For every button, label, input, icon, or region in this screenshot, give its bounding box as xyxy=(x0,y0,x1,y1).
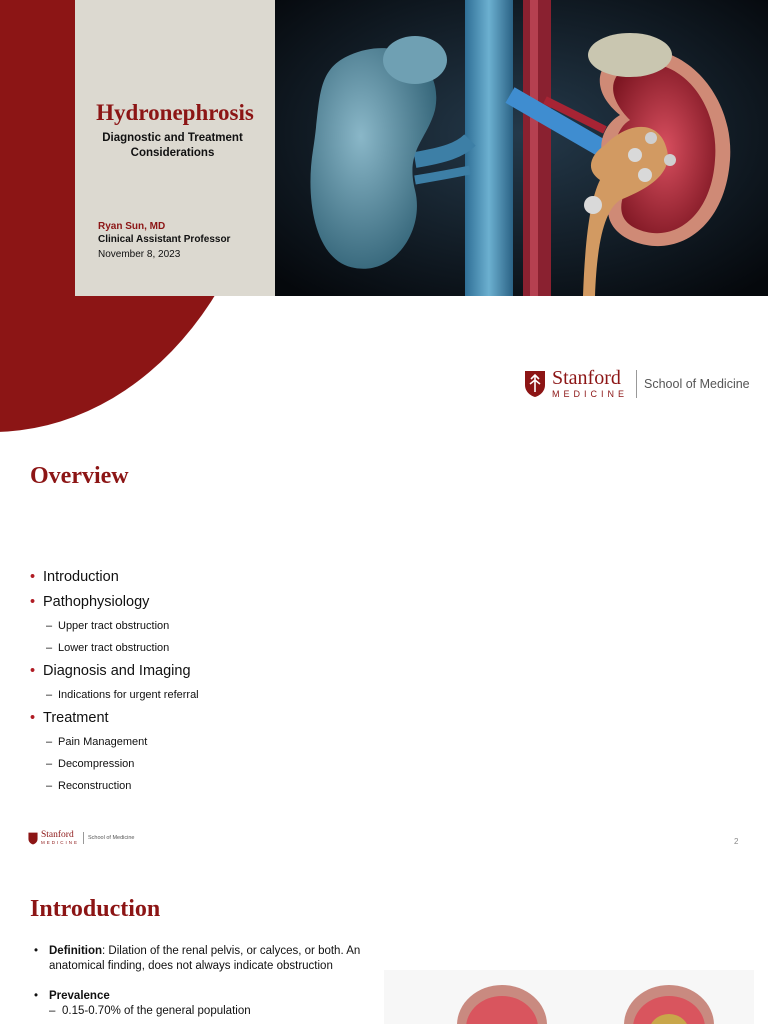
overview-item: • Pathophysiology xyxy=(30,590,199,615)
logo-brand: Stanford xyxy=(41,830,74,840)
subtitle-line-2: Considerations xyxy=(130,147,215,159)
stanford-shield-icon xyxy=(28,832,38,845)
overview-subitem: – Decompression xyxy=(30,753,199,775)
definition-text: : Dilation of the renal pelvis, or calyces, or both. An anatomical finding, does not always indicate obstruction xyxy=(49,945,361,972)
kidney-illustration xyxy=(275,0,768,296)
overview-subitem: – Upper tract obstruction xyxy=(30,615,199,637)
overview-item: • Treatment xyxy=(30,706,199,731)
presentation-title: Hydronephrosis xyxy=(96,100,254,125)
stanford-medicine-logo-small xyxy=(28,831,135,845)
overview-subitem: – Reconstruction xyxy=(30,775,199,797)
author-name: Ryan Sun, MD xyxy=(98,221,166,232)
overview-item: • Introduction xyxy=(30,565,199,590)
logo-medicine: MEDICINE xyxy=(552,389,629,399)
title-panel xyxy=(75,0,275,296)
presentation-subtitle xyxy=(75,131,270,161)
definition-bullet xyxy=(34,944,374,974)
overview-title: Overview xyxy=(30,463,129,489)
overview-subitem: – Pain Management xyxy=(30,731,199,753)
author-role: Clinical Assistant Professor xyxy=(98,234,231,245)
logo-medicine: MEDICINE xyxy=(41,839,80,845)
definition-term: Definition xyxy=(49,945,103,957)
logo-divider xyxy=(636,370,637,398)
page-number: 2 xyxy=(734,837,739,846)
introduction-slide xyxy=(0,866,768,1024)
overview-item: • Diagnosis and Imaging xyxy=(30,659,199,684)
overview-subitem: – Indications for urgent referral xyxy=(30,684,199,706)
logo-brand: Stanford xyxy=(552,367,621,389)
logo-school: School of Medicine xyxy=(88,835,135,841)
prevalence-detail: – 0.15-0.70% of the general population xyxy=(34,1004,374,1019)
introduction-title: Introduction xyxy=(30,896,161,922)
prevalence-term: Prevalence xyxy=(49,990,110,1002)
presentation-date: November 8, 2023 xyxy=(98,249,181,260)
stanford-shield-icon xyxy=(524,370,546,398)
overview-slide xyxy=(0,433,768,863)
subtitle-line-1: Diagnostic and Treatment xyxy=(102,132,243,144)
overview-list xyxy=(30,565,199,797)
overview-subitem: – Lower tract obstruction xyxy=(30,637,199,659)
logo-divider xyxy=(83,832,84,844)
title-slide xyxy=(0,0,768,432)
logo-school: School of Medicine xyxy=(644,376,750,391)
prevalence-bullet xyxy=(34,989,374,1004)
stanford-medicine-logo xyxy=(524,368,750,399)
kidney-cross-section-image xyxy=(384,970,754,1024)
introduction-content xyxy=(34,944,374,1019)
